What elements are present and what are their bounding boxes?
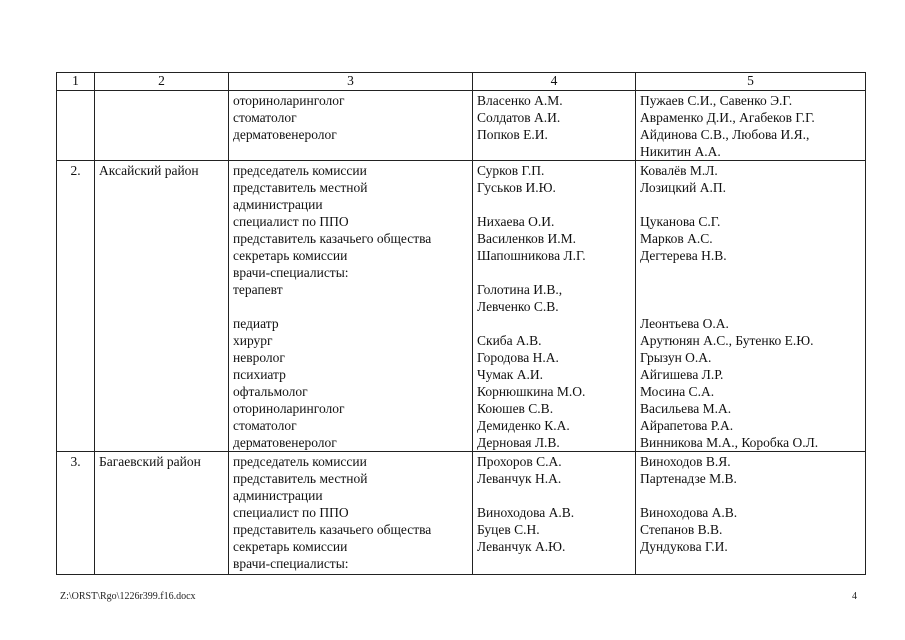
col4-line [477,264,631,281]
col4-line: Городова Н.А. [477,350,559,365]
col4-line: Левченко С.В. [477,299,559,314]
header-cell-5: 5 [636,73,866,91]
district-cell [95,91,229,161]
col3-line: председатель комиссии [233,454,367,469]
col3-line: специалист по ППО [233,214,349,229]
col5-line: Васильева М.А. [640,401,732,416]
col5-line: Арутюнян А.С., Бутенко Е.Ю. [640,333,814,348]
col3-line: администрации [233,197,323,212]
col4-line: Леванчук А.Ю. [477,539,566,554]
col3-line: педиатр [233,316,279,331]
col5-line: Цуканова С.Г. [640,214,721,229]
col4-line: Корнюшкина М.О. [477,384,586,399]
col3-line: дерматовенеролог [233,435,337,450]
col5-line: Айрапетова Р.А. [640,418,734,433]
col3-line: специалист по ППО [233,505,349,520]
col5-line: Лозицкий А.П. [640,180,726,195]
col3-line: секретарь комиссии [233,539,348,554]
col4-line: Дерновая Л.В. [477,435,560,450]
col3-line: психиатр [233,367,286,382]
col3-line: хирург [233,333,273,348]
col3-line: стоматолог [233,110,297,125]
member-cell [473,161,636,452]
header-cell-1: 1 [57,73,95,91]
col3-line: терапевт [233,282,283,297]
row-number [57,91,95,161]
deputy-cell [636,452,866,575]
table-row [57,452,866,575]
col4-line: Демиденко К.А. [477,418,570,433]
col5-line [640,281,861,298]
deputy-cell [636,161,866,452]
col4-line: Чумак А.И. [477,367,543,382]
header-cell-4: 4 [473,73,636,91]
commission-table [56,72,866,575]
col4-line: Буцев С.Н. [477,522,540,537]
col3-line: врачи-специалисты: [233,265,349,280]
col5-line: Партенадзе М.В. [640,471,737,486]
col4-line [477,196,631,213]
member-cell [473,91,636,161]
col5-line: Винникова М.А., Коробка О.Л. [640,435,819,450]
col5-line: Авраменко Д.И., Агабеков Г.Г. [640,110,815,125]
col4-line [477,143,631,160]
col4-line: Сурков Г.П. [477,163,545,178]
col5-line: Мосина С.А. [640,384,715,399]
col4-line: Леванчук Н.А. [477,471,562,486]
col4-line: Гуськов И.Ю. [477,180,556,195]
col5-line: Пужаев С.И., Савенко Э.Г. [640,93,793,108]
district-cell: Багаевский район [95,452,229,575]
col5-line: Айгишева Л.Р. [640,367,724,382]
col5-line: Виноходов В.Я. [640,454,731,469]
position-cell [229,91,473,161]
position-cell [229,452,473,575]
col3-line: секретарь комиссии [233,248,348,263]
col5-line: Марков А.С. [640,231,713,246]
header-cell-2: 2 [95,73,229,91]
table-row [57,161,866,452]
footer-file-path: Z:\ORST\Rgo\1226r399.f16.docx [60,591,196,602]
col5-line: Айдинова С.В., Любова И.Я., [640,127,810,142]
col3-line: представитель местной [233,471,368,486]
col3-line: оториноларинголог [233,93,345,108]
col5-line [640,298,861,315]
col4-line: Виноходова А.В. [477,505,575,520]
col5-line [640,264,861,281]
col4-line: Коюшев С.В. [477,401,554,416]
col4-line [477,555,631,572]
col3-line: дерматовенеролог [233,127,337,142]
row-number: 2. [57,161,95,452]
col4-line [477,487,631,504]
col3-line: оториноларинголог [233,401,345,416]
col5-line [640,487,861,504]
col3-line: врачи-специалисты: [233,556,349,571]
col4-line: Власенко А.М. [477,93,563,108]
col4-line: Нихаева О.И. [477,214,555,229]
col5-line: Никитин А.А. [640,144,721,159]
footer-page-number: 4 [852,591,857,602]
col3-line [233,143,468,160]
col3-line: администрации [233,488,323,503]
col5-line: Леонтьева О.А. [640,316,729,331]
col5-line: Виноходова А.В. [640,505,738,520]
col5-line: Дегтерева Н.В. [640,248,727,263]
district-cell: Аксайский район [95,161,229,452]
col5-line: Степанов В.В. [640,522,723,537]
col3-line: представитель местной [233,180,368,195]
col4-line: Скиба А.В. [477,333,542,348]
col4-line: Голотина И.В., [477,282,563,297]
col3-line: председатель комиссии [233,163,367,178]
col5-line [640,196,861,213]
col3-line: невролог [233,350,285,365]
header-row [57,73,866,91]
col4-line: Прохоров С.А. [477,454,562,469]
col5-line: Дундукова Г.И. [640,539,728,554]
col3-line: стоматолог [233,418,297,433]
header-cell-3: 3 [229,73,473,91]
col3-line: представитель казачьего общества [233,522,432,537]
position-cell [229,161,473,452]
deputy-cell [636,91,866,161]
col3-line: офтальмолог [233,384,308,399]
col4-line: Попков Е.И. [477,127,548,142]
col4-line [477,315,631,332]
row-number: 3. [57,452,95,575]
col5-line: Грызун О.А. [640,350,712,365]
col3-line [233,298,468,315]
col5-line [640,555,861,572]
col3-line: представитель казачьего общества [233,231,432,246]
col4-line: Василенков И.М. [477,231,577,246]
col4-line: Шапошникова Л.Г. [477,248,586,263]
col4-line: Солдатов А.И. [477,110,561,125]
member-cell [473,452,636,575]
col5-line: Ковалёв М.Л. [640,163,718,178]
table-row [57,91,866,161]
